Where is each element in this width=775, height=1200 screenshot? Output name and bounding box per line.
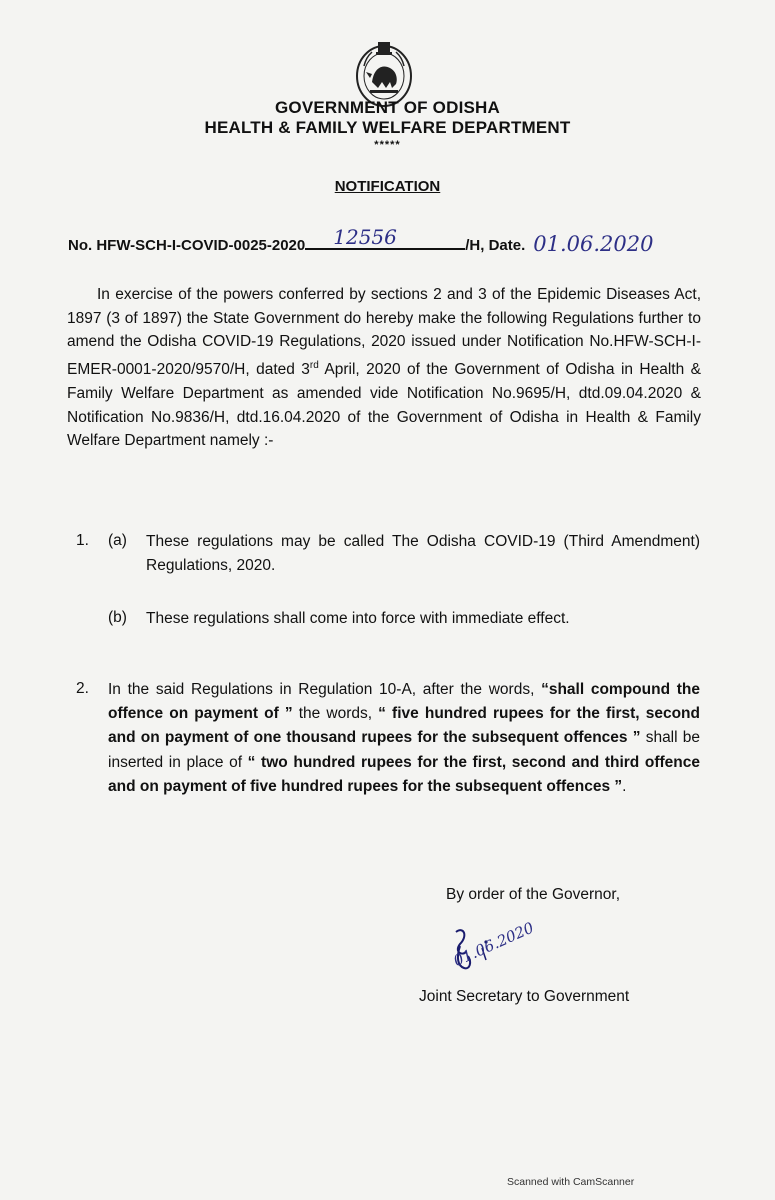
item-2-text: In the said Regulations in Regulation 10-A, after the words, “shall compound the offence on payment of ” the words, “ five hundred rupees for the first, second and on payment of one thousand rupees for the subsequent offences ” shall be inserted in place of “ two hundred rupees for the first, second and third offence and on payment of five hundred rupees for the subsequent offences ”. <box>108 681 701 795</box>
header-stars: ***** <box>374 139 401 151</box>
item-1a-label: (a) <box>108 532 127 549</box>
handwritten-date: 01.06.2020 <box>533 232 654 256</box>
department-title: HEALTH & FAMILY WELFARE DEPARTMENT <box>204 118 571 137</box>
signature-date: 01.06.2020 <box>450 918 537 970</box>
item-1a-text: These regulations may be called The Odisha COVID-19 (Third Amendment) Regulations, 2020. <box>146 533 700 574</box>
reference-blank <box>305 225 465 250</box>
reference-suffix: /H, Date. <box>465 237 526 254</box>
by-order-text: By order of the Governor, <box>446 886 621 903</box>
notification-heading: NOTIFICATION <box>334 178 441 195</box>
designation-text: Joint Secretary to Government <box>419 988 630 1005</box>
item-1-number: 1. <box>76 532 89 549</box>
government-title: GOVERNMENT OF ODISHA <box>274 98 500 117</box>
handwritten-number: 12556 <box>333 225 397 249</box>
reference-line <box>68 225 654 256</box>
item-2-number: 2. <box>76 680 89 697</box>
item-1b-text: These regulations shall come into force with immediate effect. <box>146 610 570 627</box>
scanner-watermark: Scanned with CamScanner <box>507 1176 635 1188</box>
reference-number: No. HFW-SCH-I-COVID-0025-2020 <box>68 237 306 254</box>
preamble-paragraph: In exercise of the powers conferred by sections 2 and 3 of the Epidemic Diseases Act, 1897 (3 of 1897) the State Government do hereby make the following Regulations further to amend the Odisha COVID-19 Regulations, 2020 issued under Notification No.HFW-SCH-I-EMER-0001-2020/9570/H, dated 3rd April, 2020 of the Government of Odisha in Health & Family Welfare Department as amended vide Notification No.9695/H, dtd.09.04.2020 & Notification No.9836/H, dtd.16.04.2020 of the Government of Odisha in Health & Family Welfare Department namely :- <box>67 286 701 450</box>
item-1b-label: (b) <box>108 609 127 626</box>
